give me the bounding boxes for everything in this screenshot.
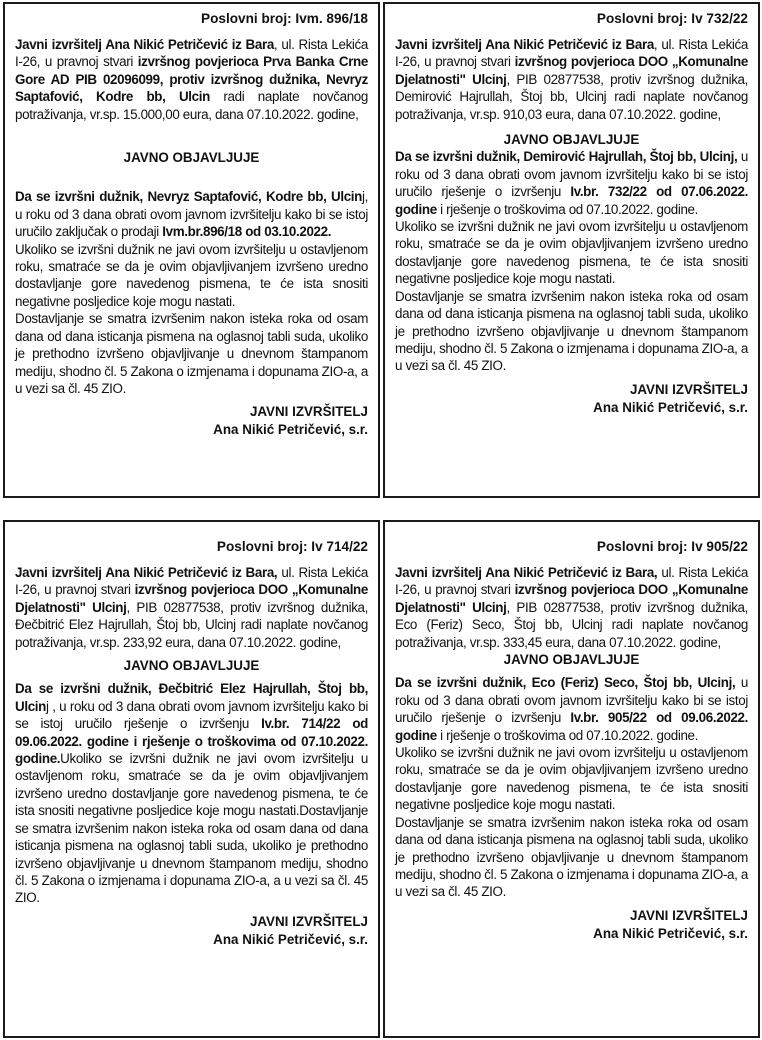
signature-title: JAVNI IZVRŠITELJ <box>249 913 368 929</box>
intro-text: ul. Rista Lekića I-26, u pravnoj stvari <box>15 565 368 598</box>
intro-text: , ul. Rista Lekića I-26, u pravnoj stvari <box>15 37 368 70</box>
signature-name: Ana Nikić Petričević, s.r. <box>213 422 368 438</box>
notice-iv-905-22 <box>383 520 760 1038</box>
document-text: i rješenje o troškovima od 07.10.2022. godine. <box>436 201 699 217</box>
case-number: Poslovni broj: Iv 905/22 <box>596 539 748 554</box>
notice-heading: JAVNO OBJAVLJUJE <box>503 652 640 668</box>
intro-text: ul. Rista Lekića I-26, u pravnoj stvari <box>395 565 748 598</box>
delivery-paragraph: Dostavljanje se smatra izvršenim nakon isteka roka od osam dana od dana isticanja pismena na oglasnoj tabli suda, ukoliko je prethodno izvršeno objavljivanje u dnevnom štampanom mediju, shodno čl. 5 Zakona o izmjenama i dopunama ZIO-a, a u vezi sa čl. 45 ZIO. <box>395 814 748 900</box>
claim-text: , PIB 02877538, protiv izvršnog dužnika, Eco (Feriz) Seco, Štoj bb, Ulcinj radi naplate novčanog potraživanja, vr.sp. 333,45 eura, dana 07.10.2022. godine, <box>395 599 749 650</box>
document-ref: Ivm.br.896/18 od 03.10.2022. <box>162 224 332 240</box>
debtor-text: u roku od 3 dana obrati ovom javnom izvršitelju kako bi se istoj uručilo rješenje o izvršenju <box>395 675 749 726</box>
notice-heading: JAVNO OBJAVLJUJE <box>503 132 640 148</box>
notice-iv-714-22 <box>3 520 380 1038</box>
signature-name: Ana Nikić Petričević, s.r. <box>593 399 748 415</box>
document-text: Ukoliko se izvršni dužnik ne javi ovom izvršitelju u ostavljenom roku, smatraće se da je ovim objavljivanjem izvršeno uredno dostavljanje gore navedenog pismena, te će ista snositi negativne posljedice koje mogu nastati.Dostavljanje se smatra izvršenim nakon isteka roka od osam dana od dana isticanja pismena na oglasnoj tabli suda, ukoliko je prethodno izvršeno objavljivanje u dnevnom štampanom mediju, shodno čl. 5 Zakona o izmjenama i dopunama ZIO-a, a u vezi sa čl. 45 ZIO. <box>15 751 368 906</box>
document-ref: Iv.br. 732/22 od 07.06.2022. godine <box>395 184 749 217</box>
notice-heading: JAVNO OBJAVLJUJE <box>123 150 260 166</box>
claim-text: radi naplate novčanog potraživanja, vr.sp. 15.000,00 eura, dana 07.10.2022. godine, <box>15 89 369 122</box>
case-number: Poslovni broj: Iv 714/22 <box>216 539 368 554</box>
debtor-name: Da se izvršni dužnik, Demirović Hajrullah, Štoj bb, Ulcinj, <box>395 149 738 165</box>
intro-paragraph <box>15 36 368 123</box>
debtor-name: Da se izvršni dužnik, Đečbitrić Elez Hajrullah, Štoj bb, Ulcin <box>15 681 368 714</box>
document-text: i rješenje o troškovima od 07.10.2022. godine. <box>436 727 699 743</box>
notice-iv-732-22 <box>383 2 760 498</box>
delivery-paragraph: Dostavljanje se smatra izvršenim nakon isteka roka od osam dana od dana isticanja pismena na oglasnoj tabli suda, ukoliko je prethodno izvršeno objavljivanje u dnevnom štampanom mediju, shodno čl. 5 Zakona o izmjenama i dopunama ZIO-a, a u vezi sa čl. 45 ZIO. <box>395 288 748 374</box>
parties: izvršnog povjerioca DOO „Komunalne Djelatnosti" Ulcinj <box>15 582 368 615</box>
executor-name: Javni izvršitelj Ana Nikić Petričević iz Bara <box>395 37 654 52</box>
case-number: Poslovni broj: Iv 732/22 <box>596 11 748 26</box>
parties: izvršnog povjerioca DOO „Komunalne Djelatnosti" Ulcinj <box>395 54 748 87</box>
claim-text: , PIB 02877538, protiv izvršnog dužnika, Demirović Hajrullah, Štoj bb, Ulcinj radi naplate novčanog potraživanja, vr.sp. 910,03 eura, dana 07.10.2022. godine, <box>395 71 749 122</box>
signature-title: JAVNI IZVRŠITELJ <box>249 404 368 420</box>
debtor-paragraph <box>15 188 368 240</box>
debtor-text: u roku od 3 dana obrati ovom javnom izvršitelju kako bi se istoj uručilo rješenje o izvršenju <box>395 149 748 200</box>
executor-name: Javni izvršitelj Ana Nikić Petričević iz Bara, <box>15 565 278 580</box>
signature-name: Ana Nikić Petričević, s.r. <box>593 925 748 941</box>
debtor-name: Da se izvršni dužnik, Eco (Feriz) Seco, Štoj bb, Ulcinj, <box>395 675 736 691</box>
debtor-paragraph <box>15 680 368 906</box>
signature-title: JAVNI IZVRŠITELJ <box>629 907 748 923</box>
consequence-paragraph: Ukoliko se izvršni dužnik ne javi ovom izvršitelju u ostavljenom roku, smatraće se da je ovim objavljivanjem izvršeno uredno dostavljanje gore navedenog pismena, te će ista snositi negativne posljedice koje mogu nastati. <box>395 745 748 813</box>
debtor-paragraph <box>395 148 748 218</box>
intro-paragraph <box>15 564 368 651</box>
signature-title: JAVNI IZVRŠITELJ <box>629 381 748 397</box>
intro-paragraph <box>395 36 748 123</box>
consequence-paragraph: Ukoliko se izvršni dužnik ne javi ovom izvršitelju u ostavljenom roku, smatraće se da je ovim objavljivanjem izvršeno uredno dostavljanje gore navedenog pismena, te će ista snositi negativne posljedice koje mogu nastati. <box>395 219 748 287</box>
debtor-text: j , u roku od 3 dana obrati ovom javnom izvršitelju kako bi se istoj uručilo rješenje o izvršenju <box>15 698 368 732</box>
case-number: Poslovni broj: Ivm. 896/18 <box>201 11 368 26</box>
executor-name: Javni izvršitelj Ana Nikić Petričević iz Bara, <box>395 565 658 580</box>
consequence-paragraph: Ukoliko se izvršni dužnik ne javi ovom izvršitelju u ostavljenom roku, smatraće se da je ovim objavljivanjem izvršeno uredno dostavljanje gore navedenog pismena, te će ista snositi negativne posljedice koje mogu nastati. <box>15 241 368 309</box>
document-ref: Iv.br. 905/22 od 09.06.2022. godine <box>395 710 749 743</box>
signature-name: Ana Nikić Petričević, s.r. <box>213 931 368 947</box>
debtor-paragraph <box>395 674 748 744</box>
intro-text: , ul. Rista Lekića I-26, u pravnoj stvari <box>395 37 748 70</box>
delivery-paragraph: Dostavljanje se smatra izvršenim nakon isteka roka od osam dana od dana isticanja pismena na oglasnoj tabli suda, ukoliko je prethodno izvršeno objavljivanje u dnevnom štampanom mediju, shodno čl. 5 Zakona o izmjenama i dopunama ZIO-a, a u vezi sa čl. 45 ZIO. <box>15 311 368 396</box>
notice-heading: JAVNO OBJAVLJUJE <box>123 658 260 674</box>
parties: izvršnog povjerioca Prva Banka Crne Gore AD PIB 02096099, protiv izvršnog dužnika, Nevryz Saptafović, Kodre bb, Ulcin <box>15 54 368 105</box>
parties: izvršnog povjerioca DOO „Komunalne Djelatnosti" Ulcinj <box>395 582 748 615</box>
claim-text: , PIB 02877538, protiv izvršnog dužnika, Đečbitrić Elez Hajrullah, Štoj bb, Ulcinj radi naplate novčanog potraživanja, vr.sp. 233,92 eura, dana 07.10.2022. godine, <box>15 599 369 650</box>
notice-ivm-896-18 <box>3 2 380 498</box>
document-ref: Iv.br. 714/22 od 09.06.2022. godine i rješenje o troškovima od 07.10.2022. godine. <box>15 716 368 767</box>
executor-name: Javni izvršitelj Ana Nikić Petričević iz Bara <box>15 37 274 52</box>
debtor-name: Da se izvršni dužnik, Nevryz Saptafović, Kodre bb, Ulcin <box>15 189 362 205</box>
debtor-text: j, u roku od 3 dana obrati ovom javnom izvršitelju kako bi se istoj uručilo zaključak o prodaji <box>15 189 368 240</box>
intro-paragraph <box>395 564 748 651</box>
